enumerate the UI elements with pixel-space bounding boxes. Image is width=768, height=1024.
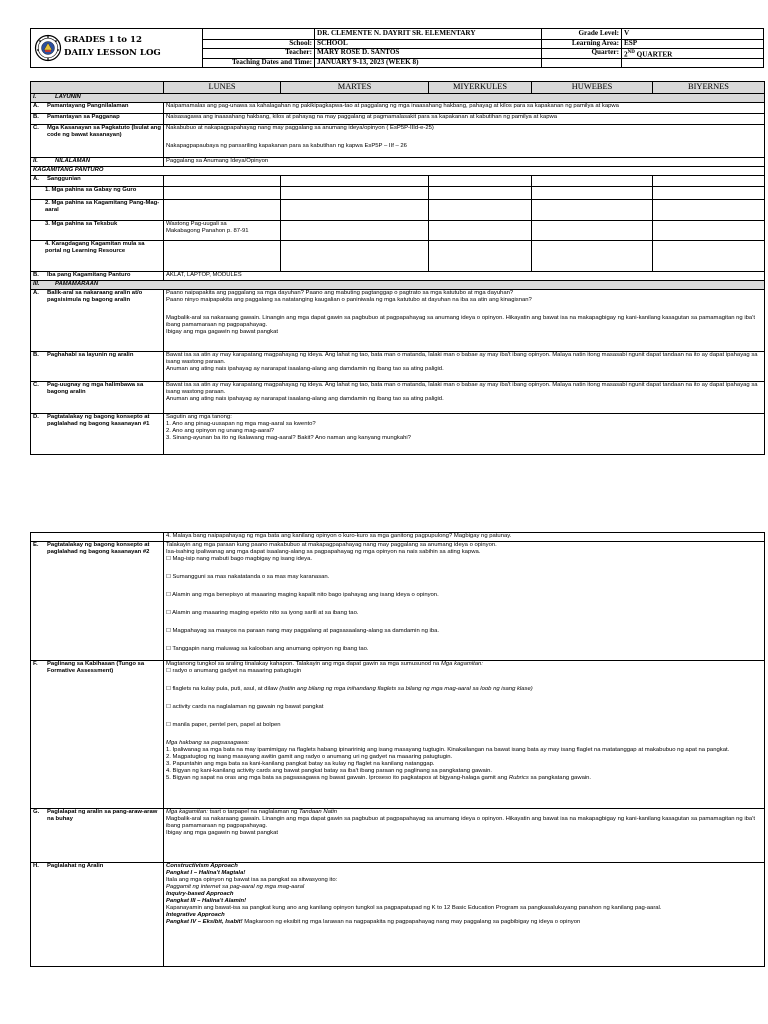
teacher-label: Teacher: xyxy=(285,48,312,56)
row-balik-aral: A. Balik-aral sa nakaraang aralin at/o pagsisimula ng bagong aralin Paano naipapakita ang paggalang sa mga dayuhan? Paano ang mabuting pagtanggap o pagtrato sa mga katutubo at mga dayuhan? Paano ninyo maipapakita ang paggalang sa natatanging kaugalian o paniniwala ng mga katutubo at dayuhan na iba sa atin ang kinagisnan? Magbalik-aral sa nakaraang gawain. Linangin ang mga dapat gawin sa pagbubuo at pagpapahayag sa anumang ideya o opinyon. Hikayatin ang bawat isa na makapagbigay ng kani-kanilang kasagutan sa pamamagitan ng iba't ibang pamamaraan ng pagpapahayag. Ibigay ang mga gagawin ng bawat pangkat xyxy=(31,290,765,352)
row-teksbuk: 3. Mga pahina sa Teksbuk Wastong Pag-uugali sa Makabagong Panahon p. 87-91 xyxy=(31,221,765,241)
section-nilalaman: II. NILALAMAN Paggalang sa Anumang Ideya/Opinyon xyxy=(31,158,765,167)
row-sanggunian: A. Sanggunian xyxy=(31,176,765,187)
row-kasanayan: C. Mga Kasanayan sa Pagkatuto (Isulat ang code ng bawat kasanayan) Nakabubuo at nakapagpapahayag nang may paggalang sa anumang ideya/opinyon ( EsP5P-IIId-e-25) Nakapagpapaubaya ng pansariling kapakanan para sa kabutihan ng kapwa EsP5P – IIf – 26 xyxy=(31,125,765,158)
grade-label: Grade Level: xyxy=(578,29,619,37)
bullet-item: ☐ Tanggapin nang maluwag sa kalooban ang anumang opinyon ng ibang tao. xyxy=(166,646,369,652)
school-value-line2: SCHOOL xyxy=(317,38,348,47)
title-line-1: GRADES 1 to 12 xyxy=(64,35,142,45)
dates-label: Teaching Dates and Time: xyxy=(232,57,312,66)
material-item: ☐ radyo o anumang gadyet na maaaring patugtugin xyxy=(166,668,302,674)
row-pagtatalakay-1: D. Pagtatalakay ng bagong konsepto at paglalahad ng bagong kasanayan #1 Sagutin ang mga tanong: 1. Ano ang pinag-uusapan ng mga mag-aaral sa kwento? 2. Ano ang opinyon ng unang mag-aaral? 3. Sinang-ayunan ba ito ng ikalawang mag-aaral? Bakit? Ano naman ang kanyang mungkahi? xyxy=(31,414,765,455)
pagganap-text: Naisasagawa ang inaasahang hakbang, kilos at pahayag na may paggalang at pagmamalasakit para sa kapakanan at kabutihan ng pamilya at kapwa xyxy=(164,114,765,125)
page-1 xyxy=(30,28,764,483)
kasanayan-text-1: Nakabubuo at nakapagpapahayag nang may paggalang sa anumang ideya/opinyon ( EsP5P-IIId-e-25) xyxy=(166,125,434,131)
day-miyerkules: MIYERKULES xyxy=(429,82,532,94)
title-line-2: DAILY LESSON LOG xyxy=(64,48,161,58)
teacher-value: MARY ROSE D. SANTOS xyxy=(317,48,400,56)
row-paglinang: F. Paglinang sa Kabihasan (Tungo sa Formative Assessment) Magtanong tungkol sa araling tinalakay kahapon. Talakayin ang mga dapat gawin sa mga sumusunod na Mga kagamitan: ☐ radyo o anumang gadyet na maaaring patugtugin ☐ flaglets na kulay pula, puti, asul, at dilaw (hatiin ang bilang ng mga inihandang flaglets sa bilang ng mga mag-aaral sa loob ng isang klase) ☐ activity cards na naglalaman ng gawain ng bawat pangkat ☐ manila paper, pentel pen, papel at bolpen Mga hakbang sa pagsasagawa: 1. Ipaliwanag sa mga bata na may ipamimigay na flaglets habang ipinaririnig ang isang masayang tugtugin. Kinakailangan na bawat isang bata ay may isang flaglet na matatanggap at makabubuo ng apat na pangkat. 2. Magpatugtog ng isang masayang awitin gamit ang radyo o anumang uri ng gadyet na maaaring patugtugin. 3. Papuntahin ang mga bata sa kani-kanilang pangkat batay sa kulay ng flaglet na kanilang natanggap. 4. Bigyan ng kani-kanilang activity cards ang bawat pangkat batay sa iba't ibang paraan ng paglinang sa pangkatang gawain. 5. Bigyan ng sapat na oras ang mga bata sa pagsasagawa ng bawat gawain. Iproseso ito pagkatapos at bigyang-halaga gamit ang Rubrics sa pangkatang gawain. xyxy=(31,661,765,809)
page-2 xyxy=(30,532,764,972)
header-info-grid xyxy=(203,29,763,67)
header-block xyxy=(30,28,764,68)
day-martes: MARTES xyxy=(281,82,429,94)
bullet-item: ☐ Mag-isip nang mabuti bago magbigay ng isang ideya. xyxy=(166,556,312,562)
grade-value: V xyxy=(624,29,630,37)
quarter-value: 2ND QUARTER xyxy=(624,50,673,58)
row-pag-uugnay: C. Pag-uugnay ng mga halimbawa sa bagong aralin Bawat isa sa atin ay may karapatang magpahayag ng ideya. Ang lahat ng tao, bata man o matanda, lalaki man o babae ay may iba't ibang opinyon. Malaya natin itong masasabi ngunit dapat tandaan na ito ay dapat ipahayag sa isang wastong paraan. Anuman ang ating nais ipahayag ay nararapat isaalang-alang ang damdamin ng ibang tao sa ating paligid. xyxy=(31,382,765,414)
days-corner xyxy=(31,82,164,94)
row-gabay: 1. Mga pahina sa Gabay ng Guro xyxy=(31,187,765,200)
material-item: ☐ flaglets na kulay pula, puti, asul, at dilaw (hatiin ang bilang ng mga inihandang flaglets sa bilang ng mga mag-aaral sa loob ng isang klase) xyxy=(166,686,533,692)
day-biyernes: BIYERNES xyxy=(653,82,765,94)
row-pagtatalakay-2: E. Pagtatalakay ng bagong konsepto at paglalahad ng bagong kasanayan #2 Talakayin ang mga paraan kung paano makabubuo at makapagpapahayag nang may paggalang sa anumang ideya o opinyon. Isa-isahing ipaliwanag ang mga dapat isaalang-alang sa pagpapahayag ng mga opinyon na nais sabihin sa ating kapwa. ☐ Mag-isip nang mabuti bago magbigay ng isang ideya. ☐ Sumangguni sa mas nakatatanda o sa mas may karanasan. ☐ Alamin ang mga benepisyo at maaaring maging kapalit nito bago ipahayag ang isang ideya o opinyon. ☐ Alamin ang maaaring maging epekto nito sa iyong sarili at sa ibang tao. ☐ Magpahayag sa maayos na paraan nang may paggalang at pagsasaalang-alang sa damdamin ng iba. ☐ Tanggapin nang maluwag sa kalooban ang anumang opinyon ng ibang tao. xyxy=(31,542,765,661)
row-kagamitang: 2. Mga pahina sa Kagamitang Pang-Mag-aaral xyxy=(31,200,765,221)
continuation-text: 4. Malaya bang naipapahayag ng mga bata ang kanilang opinyon o kuro-kuro sa mga ganitong pagpupulong? Magbigay ng patunay. xyxy=(164,533,765,542)
lesson-table-page2 xyxy=(30,532,765,967)
row-paglalahat: H. Paglalahat ng Aralin Constructivism Approach Pangkat I – Halina't Magtala! Itala ang mga opinyon ng bawat isa sa pangkat sa sitwasyong ito: Paggamit ng internet sa pag-aaral ng mga mag-aaral Inquiry-based Approach Pangkat III – Halina't Alamin! Kapanayamin ang bawat-isa sa pangkat kung ano ang kanilang opinyon tungkol sa pagpapatupad ng K to 12 Basic Education Program sa pangkasalukuyang panahon ng kanilang pag-aaral. Integrative Approach Pangkat IV – Eksibit, Isabit! Magkaroon ng eksibit ng mga larawan na nagpapakita ng pagpapahayag nang may paggalang sa pagbibigay ng ideya o opinyon xyxy=(31,863,765,967)
bullet-item: ☐ Alamin ang mga benepisyo at maaaring maging kapalit nito bago ipahayag ang isang ideya o opinyon. xyxy=(166,592,439,598)
row-pamantayang-pangnilalaman: A. Pamantayang Pangnilalaman Naipamamalas ang pag-unawa sa kahalagahan ng pakikipagkapwa-tao at paggalang ng mga inaasahang hakbang, pahayag at kilos para sa kapakanan ng pamilya at kapwa xyxy=(31,103,765,114)
bullet-item: ☐ Sumangguni sa mas nakatatanda o sa mas may karanasan. xyxy=(166,574,330,580)
deped-seal-icon xyxy=(34,31,62,65)
school-value-line1: DR. CLEMENTE N. DAYRIT SR. ELEMENTARY xyxy=(317,29,476,37)
day-lunes: LUNES xyxy=(164,82,281,94)
row-iba-pang-kagamitan: B. Iba pang Kagamitang Panturo AKLAT, LAPTOP, MODULES xyxy=(31,272,765,281)
day-huwebes: HUWEBES xyxy=(532,82,653,94)
days-header-row xyxy=(31,82,765,94)
section-layunin: I. LAYUNIN xyxy=(31,94,765,103)
area-value: ESP xyxy=(624,38,638,47)
row-pamantayan-pagganap: B. Pamantayan sa Pagganap Naisasagawa ang inaasahang hakbang, kilos at pahayag na may paggalang at pagmamalasakit para sa kapakanan at kabutihan ng pamilya at kapwa xyxy=(31,114,765,125)
header-title-block xyxy=(31,29,203,67)
section-layunin-label: LAYUNIN xyxy=(55,94,81,100)
row-paghahabi: B. Paghahabi sa layunin ng aralin Bawat isa sa atin ay may karapatang magpahayag ng ideya. Ang lahat ng tao, bata man o matanda, lalaki man o babae ay may iba't ibang opinyon. Malaya natin itong masasabi ngunit dapat tandaan na ito ay dapat ipahayag sa isang wastong paraan. Anuman ang ating nais ipahayag ay nararapat isaalang-alang ang damdamin ng ibang tao sa ating paligid. xyxy=(31,352,765,382)
nilalaman-text: Paggalang sa Anumang Ideya/Opinyon xyxy=(164,158,765,167)
row-continuation xyxy=(31,533,765,542)
section-kagamitan xyxy=(31,167,765,176)
lesson-table-page1 xyxy=(30,81,765,455)
section-pamamaraan: III. PAMAMARAAN xyxy=(31,281,765,290)
quarter-label: Quarter: xyxy=(591,48,619,56)
dates-value: JANUARY 9-13, 2023 (WEEK 8) xyxy=(317,57,419,66)
material-item: ☐ manila paper, pentel pen, papel at bolpen xyxy=(166,722,281,728)
row-karagdagang: 4. Karagdagang Kagamitan mula sa portal ng Learning Resource xyxy=(31,241,765,272)
section-pamamaraan-label: PAMAMARAAN xyxy=(55,281,99,287)
kasanayan-text-2: Nakapagpapaubaya ng pansariling kapakanan para sa kabutihan ng kapwa EsP5P – IIf – 26 xyxy=(166,143,407,149)
school-label: School: xyxy=(289,38,312,47)
section-kagamitan-label: KAGAMITANG PANTURO xyxy=(31,167,765,176)
row-paglalapat: G. Paglalapat ng aralin sa pang-araw-araw na buhay Mga kagamitan: tsart o tarpapel na naglalaman ng Tandaan Natin Magbalik-aral sa nakaraang gawain. Linangin ang mga dapat gawin sa pagbubuo at pagpapahayag sa anumang ideya o opinyon. Hikayatin ang bawat isa na makapagbigay ng kani-kanilang kasagutan sa pamamagitan ng iba't ibang pamamaraan ng pagpapahayag. Ibigay ang mga gagawin ng bawat pangkat xyxy=(31,809,765,863)
area-label: Learning Area: xyxy=(571,38,619,47)
bullet-item: ☐ Alamin ang maaaring maging epekto nito sa iyong sarili at sa ibang tao. xyxy=(166,610,359,616)
bullet-item: ☐ Magpahayag sa maayos na paraan nang may paggalang at pagsasaalang-alang sa damdamin ng iba. xyxy=(166,628,440,634)
pangnilalaman-text: Naipamamalas ang pag-unawa sa kahalagahan ng pakikipagkapwa-tao at paggalang ng mga inaasahang hakbang, pahayag at kilos para sa kapakanan ng pamilya at kapwa xyxy=(164,103,765,114)
iba-text: AKLAT, LAPTOP, MODULES xyxy=(164,272,765,281)
material-item: ☐ activity cards na naglalaman ng gawain ng bawat pangkat xyxy=(166,704,324,710)
header-title xyxy=(64,34,161,60)
